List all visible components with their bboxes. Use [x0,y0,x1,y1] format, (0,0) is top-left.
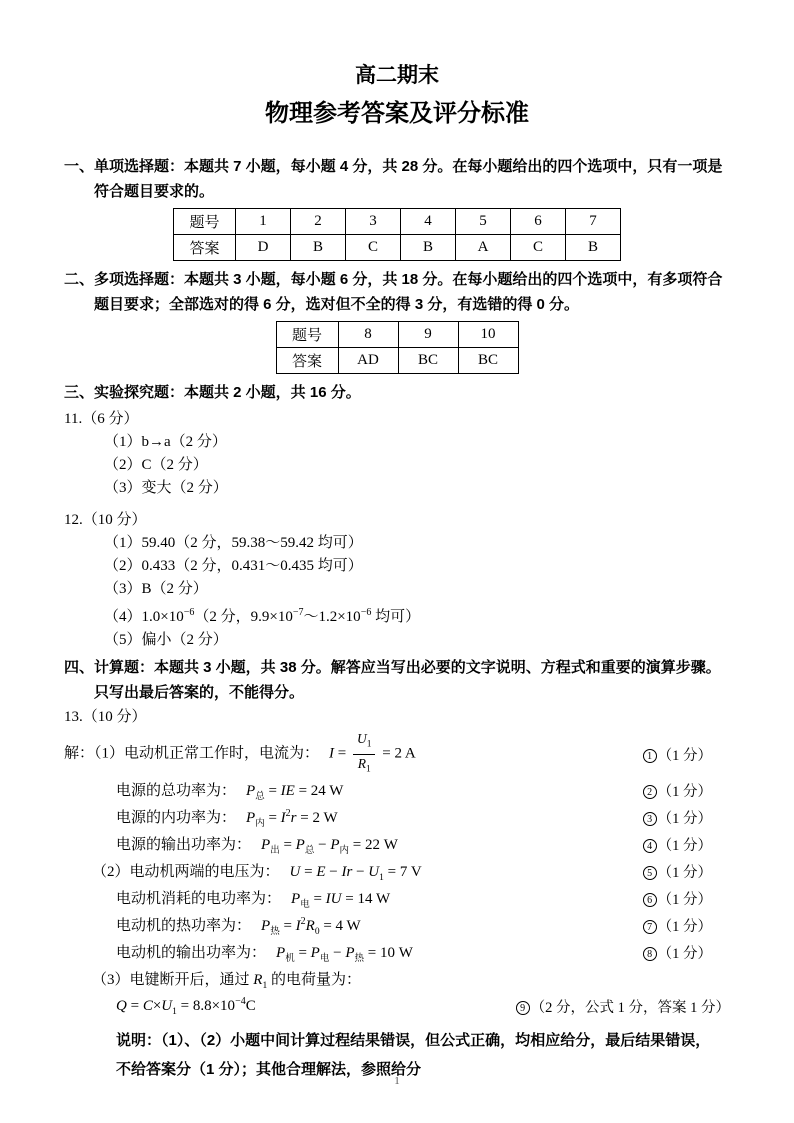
circled-number: 5 [643,866,657,880]
answer-cell: BC [398,348,458,374]
answer-item: （3）B（2 分） [104,581,208,597]
score-mark [643,942,730,963]
grading-note: 说明：（1）、（2）小题中间计算过程结果错误，但公式正确，均相应给分，最后结果错误，不给答案分（1 分）；其他合理解法，参照给分 [116,1032,711,1078]
score-text: （1 分） [657,811,712,827]
question-number: 13.（10 分） [64,709,147,725]
calc-row [64,966,730,993]
answer-cell: D [236,235,291,261]
circled-number: 7 [643,920,657,934]
calc-row [64,912,730,939]
circled-number: 2 [643,785,657,799]
answer-cell: C [511,235,566,261]
circled-number: 9 [516,1001,530,1015]
score-mark [516,996,730,1017]
score-mark [643,915,730,936]
calc-row [64,858,730,885]
question-number-cell: 5 [456,209,511,235]
question-number-cell: 6 [511,209,566,235]
score-mark [643,861,730,882]
calc-row [64,731,730,777]
answer-cell: B [566,235,621,261]
table-row [174,235,621,261]
calc-row [64,885,730,912]
circled-number: 3 [643,812,657,826]
answer-cell: A [456,235,511,261]
section-heading-calculation: 四、计算题：本题共 3 小题，共 38 分。解答应当写出必要的文字说明、方程式和重要的演算步骤。只写出最后答案的，不能得分。 [64,659,721,701]
equation: 电源的总功率为： $P_总$ = IE = 24 W [116,783,344,802]
equation: $Q = C\times U_1 = 8.8\times 10^{-4}C$ [116,996,256,1017]
score-text: （1 分） [657,946,712,962]
calc-row [64,993,730,1020]
score-text: （1 分） [657,784,712,800]
question-11-block [64,407,730,500]
equation: 电动机的输出功率为： $P_机 = P_电 - P_热 = 10$ W [116,945,413,964]
score-text: （1 分） [657,892,712,908]
calc-row [64,804,730,831]
score-mark [643,888,730,909]
question-number-cell: 8 [338,322,398,348]
question-number: 12.（10 分） [64,512,147,528]
calc-row [64,777,730,804]
circled-number: 6 [643,893,657,907]
question-13-solution [64,731,730,1084]
answer-cell: B [401,235,456,261]
question-number-cell: 1 [236,209,291,235]
score-text: （2 分，公式 1 分，答案 1 分） [530,1000,730,1016]
section-heading-experiment: 三、实验探究题：本题共 2 小题，共 16 分。 [64,384,361,401]
page-number: 1 [394,1075,400,1087]
table-row [174,209,621,235]
answer-item: （2）C（2 分） [104,457,208,473]
score-text: （1 分） [657,838,712,854]
equation: 电动机消耗的电功率为： $P_电$ = IU = 14 W [116,891,391,910]
score-text: （1 分） [657,865,712,881]
answer-cell: BC [458,348,518,374]
answer-item: （5）偏小（2 分） [104,632,228,648]
question-13-block [64,705,730,1084]
answer-item: （1）b→a（2 分） [104,434,227,450]
equation: 电动机的热功率为： $P_热 = I^2R_0 = 4$ W [116,916,361,937]
table-row [276,322,518,348]
answer-item: （1）59.40（2 分，59.38～59.42 均可） [104,535,363,551]
single-choice-answer-table [173,208,621,261]
answer-item: （3）变大（2 分） [104,480,228,496]
equation: 电源的内功率为： $P_内 = I^2r = 2$ W [116,808,338,829]
circled-number: 1 [643,749,657,763]
section-heading-multi-choice: 二、多项选择题：本题共 3 小题，每小题 6 分，共 18 分。在每小题给出的四个选项中，有多项符合题目要求；全部选对的得 6 分，选对但不全的得 3 分，有选错的得 0 分。 [64,271,723,313]
score-text: （1 分） [657,747,712,764]
equation: （2）电动机两端的电压为： $U = E - Ir - U_1 = 7$ V [92,864,422,883]
table-header-cell: 答案 [276,348,338,374]
calc-row [64,939,730,966]
score-mark [643,744,730,765]
circled-number: 8 [643,947,657,961]
answer-item: $(4)1.0\times 10^{-6}(2$ 分，$9.9\times 10^{-7}\sim 1.2\times 10^{-6}$ 均可） [104,607,421,625]
table-header-cell: 题号 [174,209,236,235]
answer-cell: C [346,235,401,261]
answer-cell: AD [338,348,398,374]
equation: （3）电键断开后，通过 $R_1$ 的电荷量为： [92,972,361,991]
table-header-cell: 答案 [174,235,236,261]
question-number-cell: 3 [346,209,401,235]
question-number-cell: 10 [458,322,518,348]
question-number-cell: 2 [291,209,346,235]
table-header-cell: 题号 [276,322,338,348]
question-number-cell: 4 [401,209,456,235]
answer-cell: B [291,235,346,261]
equation: 电源的输出功率为： $P_出 = P_总 - P_内 = 22$ W [116,837,398,856]
question-number-cell: 7 [566,209,621,235]
exam-title: 高二期末 [355,64,439,87]
question-12-block [64,508,730,652]
table-row [276,348,518,374]
score-mark [643,807,730,828]
answer-item: （2）0.433（2 分，0.431～0.435 均可） [104,558,363,574]
score-mark [643,780,730,801]
exam-subtitle: 物理参考答案及评分标准 [265,100,529,127]
multi-choice-answer-table [276,321,519,374]
circled-number: 4 [643,839,657,853]
question-number: 11.（6 分） [64,411,139,427]
question-number-cell: 9 [398,322,458,348]
section-heading-single-choice: 一、单项选择题：本题共 7 小题，每小题 4 分，共 28 分。在每小题给出的四个选项中，只有一项是符合题目要求的。 [64,158,723,200]
score-mark [643,834,730,855]
score-text: （1 分） [657,919,712,935]
equation: 解：（1）电动机正常工作时，电流为： I = $\frac{U_1}{R_1}$ = 2 A [64,730,416,775]
calc-row [64,831,730,858]
